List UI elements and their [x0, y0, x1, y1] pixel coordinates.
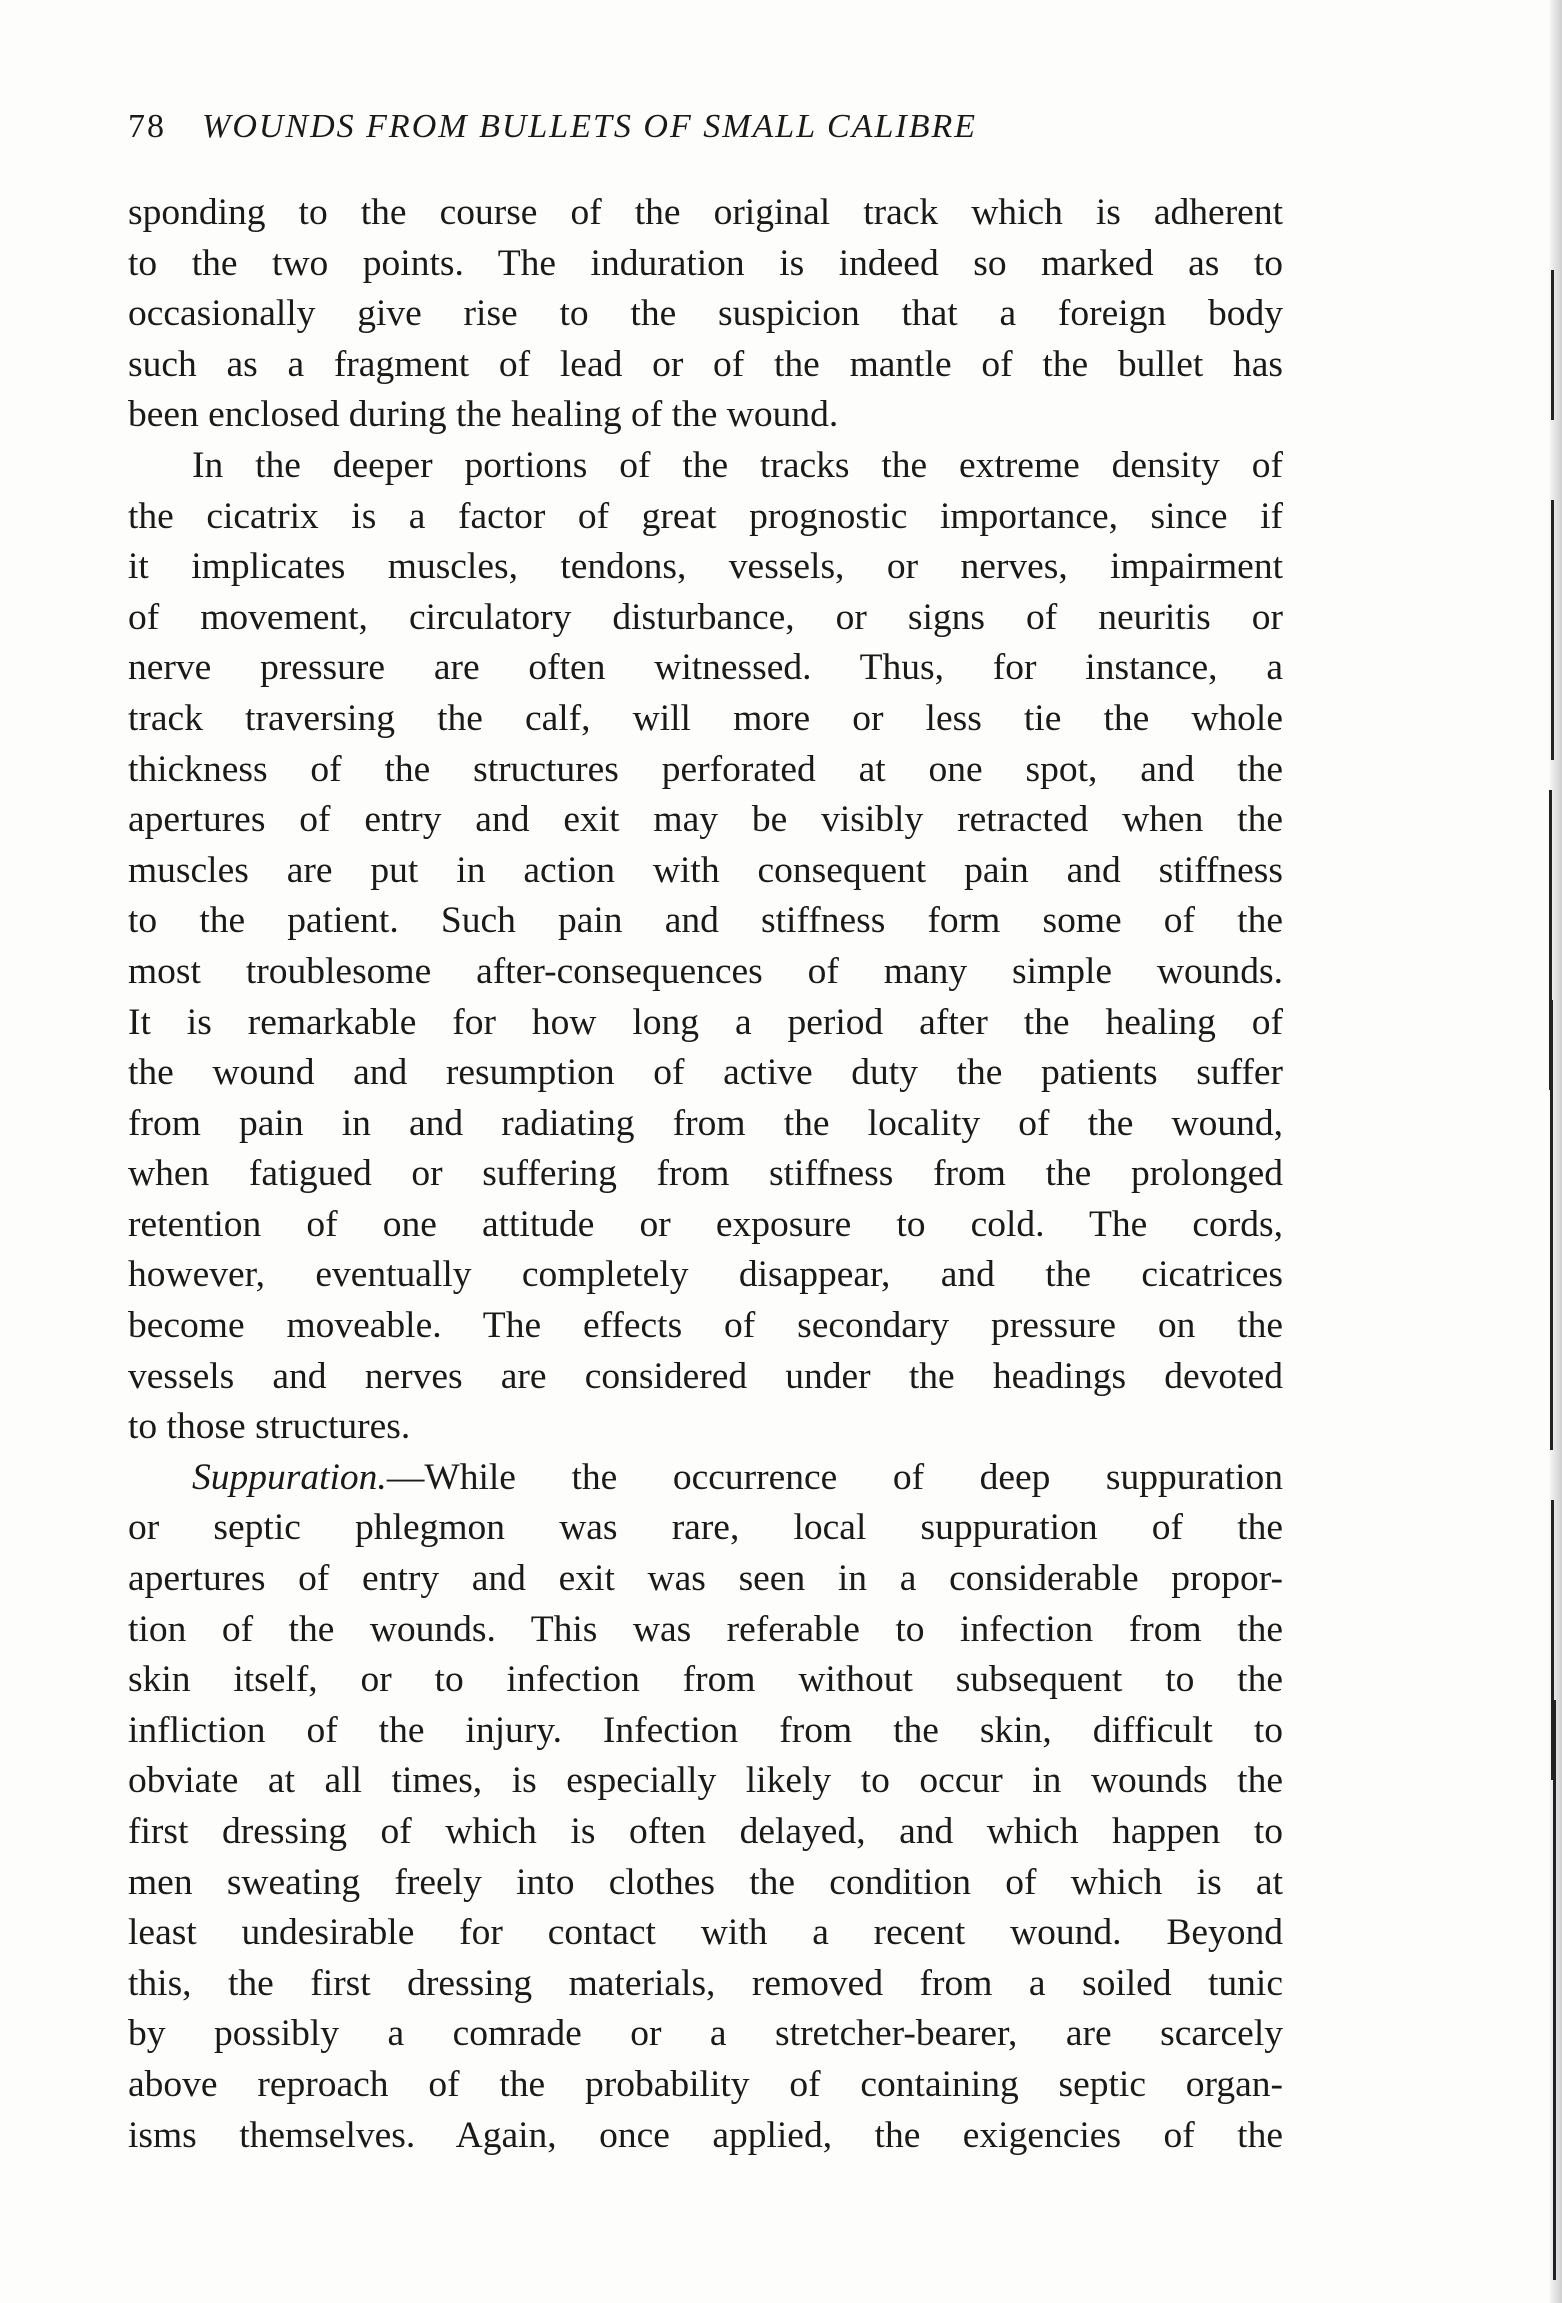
text-line: been enclosed during the healing of the wound. [128, 394, 839, 436]
text-line: tion of the wounds. This was referable to infection from the [128, 1608, 1283, 1650]
text-line: nerve pressure are often witnessed. Thus, for instance, a [128, 647, 1283, 689]
text-line: sponding to the course of the original track which is adherent [128, 192, 1283, 233]
text-line: or septic phlegmon was rare, local suppuration of the [128, 1507, 1283, 1549]
text-line: men sweating freely into clothes the condition of which is at [128, 1861, 1283, 1903]
text-line: infliction of the injury. Infection from the skin, difficult to [128, 1709, 1283, 1751]
page-number: 78 [128, 108, 166, 145]
text-line: of movement, circulatory disturbance, or signs of neuritis or [128, 596, 1283, 638]
text-line: In the deeper portions of the tracks the extreme density of [192, 444, 1283, 486]
section-heading: Suppuration. [192, 1456, 387, 1498]
text-line: above reproach of the probability of containing septic organ- [128, 2063, 1283, 2105]
text-line: this, the first dressing materials, removed from a soiled tunic [128, 1962, 1283, 2004]
text-line: muscles are put in action with consequent pain and stiffness [128, 849, 1283, 891]
running-title: WOUNDS FROM BULLETS OF SMALL CALIBRE [202, 108, 977, 145]
text-line: vessels and nerves are considered under the headings devoted [128, 1355, 1283, 1397]
text-line: It is remarkable for how long a period after the healing of [128, 1001, 1283, 1043]
running-header [128, 108, 1283, 158]
text-line: it implicates muscles, tendons, vessels, or nerves, impairment [128, 546, 1283, 588]
text-line: least undesirable for contact with a recent wound. Beyond [128, 1912, 1283, 1954]
text-line: obviate at all times, is especially likely to occur in wounds the [128, 1760, 1283, 1802]
text-line: such as a fragment of lead or of the mantle of the bullet has [128, 343, 1283, 385]
text-line: retention of one attitude or exposure to cold. The cords, [128, 1203, 1283, 1245]
text-line: the cicatrix is a factor of great prognostic importance, since if [128, 495, 1283, 537]
page-edge-mark [1551, 500, 1554, 760]
text-line: when fatigued or suffering from stiffness from the prolonged [128, 1153, 1283, 1195]
page-edge-mark [1553, 1700, 1556, 2280]
text-line: occasionally give rise to the suspicion that a foreign body [128, 293, 1283, 335]
text-line: first dressing of which is often delayed, and which happen to [128, 1811, 1283, 1852]
text-line: track traversing the calf, will more or less tie the whole [128, 697, 1283, 739]
text-line: the wound and resumption of active duty the patients suffer [128, 1052, 1283, 1094]
text-line: skin itself, or to infection from without subsequent to the [128, 1659, 1283, 1701]
text-line: most troublesome after-consequences of many simple wounds. [128, 950, 1283, 992]
text-line: apertures of entry and exit was seen in a considerable propor- [128, 1558, 1283, 1600]
text-line: thickness of the structures perforated at one spot, and the [128, 748, 1283, 790]
text-line: become moveable. The effects of secondary pressure on the [128, 1305, 1283, 1347]
text-line [128, 1453, 1283, 1504]
text-line: isms themselves. Again, once applied, the exigencies of the [128, 2114, 1283, 2156]
text-line: however, eventually completely disappear, and the cicatrices [128, 1254, 1283, 1296]
text-line: from pain in and radiating from the locality of the wound, [128, 1102, 1283, 1144]
text-line: to the patient. Such pain and stiffness form some of the [128, 900, 1283, 942]
text-line: to those structures. [128, 1406, 411, 1448]
text-line: to the two points. The induration is indeed so marked as to [128, 242, 1283, 284]
text-line-rest: —While the occurrence of deep suppuration [386, 1456, 1283, 1498]
text-line: by possibly a comrade or a stretcher-bearer, are scarcely [128, 2013, 1283, 2055]
page-edge-mark [1550, 1000, 1553, 1450]
body-text [128, 188, 1283, 2161]
page-edge-mark [1551, 270, 1554, 420]
text-line: apertures of entry and exit may be visibly retracted when the [128, 799, 1283, 841]
